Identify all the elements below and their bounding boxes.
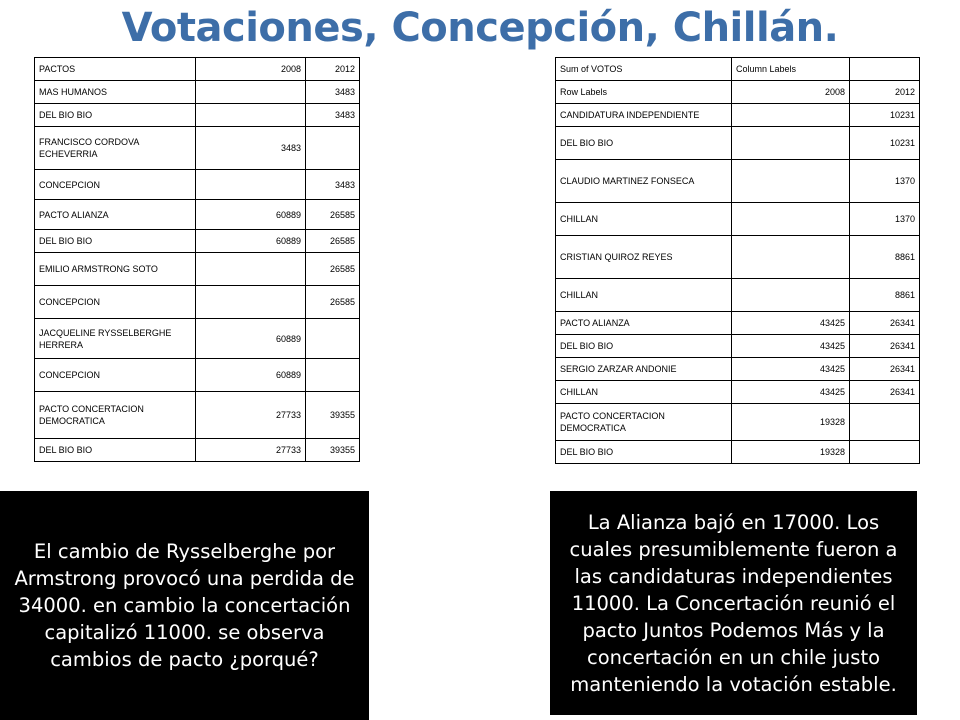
table-row: [35, 170, 360, 200]
table-cell: 2012: [306, 58, 360, 81]
table-cell: SERGIO ZARZAR ANDONIE: [556, 358, 732, 381]
table-cell: 26341: [850, 312, 920, 335]
table-cell: DEL BIO BIO: [35, 104, 196, 127]
table-cell: [196, 104, 306, 127]
left-votes-table: [34, 57, 360, 462]
table-cell: 8861: [850, 236, 920, 279]
table-cell: PACTOS: [35, 58, 196, 81]
table-cell: [732, 203, 850, 236]
table-row: [556, 81, 920, 104]
table-cell: CRISTIAN QUIROZ REYES: [556, 236, 732, 279]
table-cell: DEL BIO BIO: [35, 439, 196, 462]
table-row: [556, 441, 920, 464]
table-row: [35, 253, 360, 286]
table-cell: 60889: [196, 230, 306, 253]
table-cell: 19328: [732, 441, 850, 464]
table-cell: [732, 236, 850, 279]
table-cell: Row Labels: [556, 81, 732, 104]
table-row: [35, 319, 360, 359]
table-cell: JACQUELINE RYSSELBERGHE HERRERA: [35, 319, 196, 359]
table-row: [35, 127, 360, 170]
table-cell: 3483: [196, 127, 306, 170]
table-cell: CHILLAN: [556, 279, 732, 312]
table-cell: 60889: [196, 359, 306, 392]
table-cell: CONCEPCION: [35, 170, 196, 200]
left-table-body: [35, 58, 360, 462]
left-annotation-text: El cambio de Rysselberghe por Armstrong provocó una perdida de 34000. en cambio la concertación capitalizó 11000. se observa cambios de pacto ¿porqué?: [14, 540, 355, 671]
table-cell: 60889: [196, 319, 306, 359]
table-row: [35, 81, 360, 104]
table-cell: 43425: [732, 335, 850, 358]
table-cell: 43425: [732, 358, 850, 381]
right-annotation-box: [550, 491, 917, 715]
table-cell: [306, 359, 360, 392]
table-cell: 10231: [850, 127, 920, 160]
table-row: [556, 58, 920, 81]
table-cell: 26585: [306, 230, 360, 253]
table-cell: 26585: [306, 286, 360, 319]
table-cell: 26341: [850, 335, 920, 358]
table-cell: PACTO CONCERTACION DEMOCRATICA: [556, 404, 732, 441]
table-row: [556, 104, 920, 127]
table-cell: Column Labels: [732, 58, 850, 81]
table-cell: DEL BIO BIO: [35, 230, 196, 253]
table-cell: CLAUDIO MARTINEZ FONSECA: [556, 160, 732, 203]
table-cell: 27733: [196, 439, 306, 462]
table-cell: 3483: [306, 170, 360, 200]
table-cell: 19328: [732, 404, 850, 441]
table-row: [556, 236, 920, 279]
table-cell: DEL BIO BIO: [556, 127, 732, 160]
table-row: [556, 381, 920, 404]
table-cell: DEL BIO BIO: [556, 441, 732, 464]
table-cell: Sum of VOTOS: [556, 58, 732, 81]
table-row: [35, 286, 360, 319]
table-row: [556, 203, 920, 236]
table-row: [556, 312, 920, 335]
table-cell: [850, 441, 920, 464]
table-row: [556, 404, 920, 441]
slide-title: Votaciones, Concepción, Chillán.: [121, 5, 839, 51]
right-pivot-table: [555, 57, 920, 464]
table-cell: MAS HUMANOS: [35, 81, 196, 104]
table-cell: CHILLAN: [556, 381, 732, 404]
table-cell: 27733: [196, 392, 306, 439]
table-cell: 39355: [306, 439, 360, 462]
table-row: [35, 359, 360, 392]
table-cell: [196, 81, 306, 104]
table-cell: PACTO CONCERTACION DEMOCRATICA: [35, 392, 196, 439]
table-cell: CANDIDATURA INDEPENDIENTE: [556, 104, 732, 127]
table-cell: [732, 104, 850, 127]
table-row: [35, 200, 360, 230]
table-cell: [196, 170, 306, 200]
table-cell: EMILIO ARMSTRONG SOTO: [35, 253, 196, 286]
table-cell: 60889: [196, 200, 306, 230]
table-cell: CONCEPCION: [35, 286, 196, 319]
table-row: [35, 58, 360, 81]
table-cell: FRANCISCO CORDOVA ECHEVERRIA: [35, 127, 196, 170]
table-row: [556, 335, 920, 358]
table-cell: 10231: [850, 104, 920, 127]
table-cell: PACTO ALIANZA: [556, 312, 732, 335]
table-cell: [850, 58, 920, 81]
table-cell: [196, 286, 306, 319]
table-cell: [732, 127, 850, 160]
table-cell: [196, 253, 306, 286]
left-annotation-box: [0, 491, 369, 720]
table-cell: CHILLAN: [556, 203, 732, 236]
table-cell: 3483: [306, 104, 360, 127]
table-cell: CONCEPCION: [35, 359, 196, 392]
table-cell: 26585: [306, 253, 360, 286]
table-cell: 2012: [850, 81, 920, 104]
table-cell: 3483: [306, 81, 360, 104]
table-cell: 43425: [732, 381, 850, 404]
table-cell: 26341: [850, 358, 920, 381]
table-row: [556, 160, 920, 203]
table-row: [35, 230, 360, 253]
table-cell: 1370: [850, 160, 920, 203]
table-cell: 1370: [850, 203, 920, 236]
table-cell: DEL BIO BIO: [556, 335, 732, 358]
table-row: [556, 358, 920, 381]
table-cell: 39355: [306, 392, 360, 439]
table-cell: 26341: [850, 381, 920, 404]
table-cell: PACTO ALIANZA: [35, 200, 196, 230]
table-cell: [732, 160, 850, 203]
table-row: [35, 439, 360, 462]
right-annotation-text: La Alianza bajó en 17000. Los cuales presumiblemente fueron a las candidaturas independientes 11000. La Concertación reunió el pacto Juntos Podemos Más y la concertación en un chile justo manteniendo la votación estable.: [569, 510, 898, 696]
table-cell: 26585: [306, 200, 360, 230]
table-row: [35, 104, 360, 127]
table-cell: [306, 127, 360, 170]
table-cell: [732, 279, 850, 312]
table-cell: 2008: [196, 58, 306, 81]
table-cell: 8861: [850, 279, 920, 312]
table-cell: [306, 319, 360, 359]
table-cell: 2008: [732, 81, 850, 104]
table-row: [556, 127, 920, 160]
table-cell: 43425: [732, 312, 850, 335]
table-cell: [850, 404, 920, 441]
table-row: [556, 279, 920, 312]
right-table-body: [556, 58, 920, 464]
table-row: [35, 392, 360, 439]
